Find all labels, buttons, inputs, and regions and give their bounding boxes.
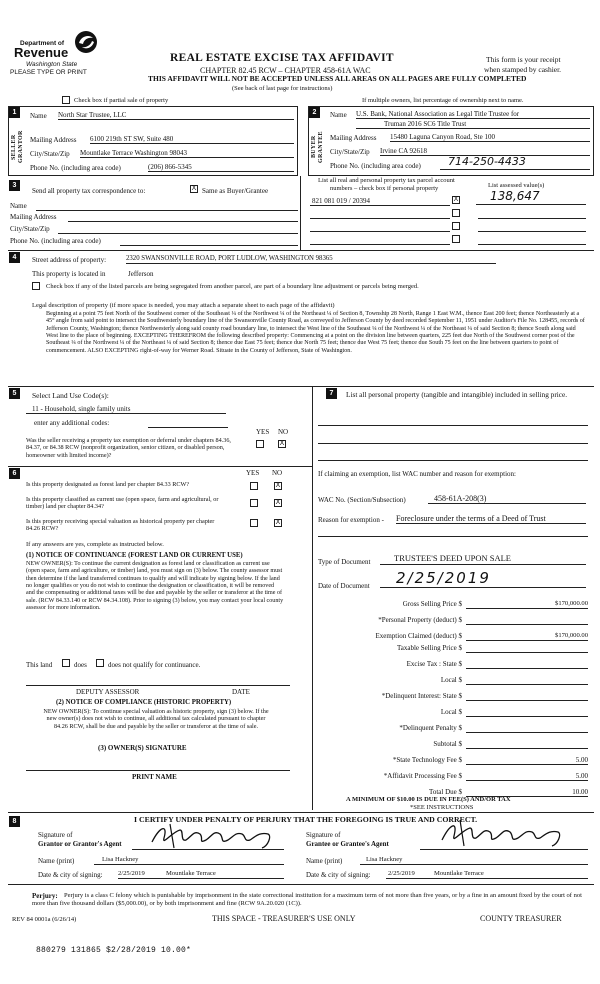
tax-row-10-label: *State Technology Fee $	[392, 756, 462, 764]
parcel-line-1	[310, 205, 450, 206]
corr-city-label: City/State/Zip	[10, 225, 50, 233]
grantee-signature	[440, 818, 570, 848]
seller-name: North Star Trustee, LLC	[58, 111, 294, 120]
personal-property-label: List all personal property (tangible and intangible) included in selling price.	[346, 390, 568, 399]
send-corr-label: Send all property tax correspondence to:	[32, 187, 146, 195]
additional-codes-line	[148, 427, 228, 428]
s6-q1-yes[interactable]	[250, 482, 258, 490]
section-8-number: 8	[9, 816, 20, 827]
buyer-name-2: Truman 2016 SC6 Title Trust	[356, 120, 590, 129]
section-8-top	[8, 812, 594, 813]
section-1-number: 1	[9, 107, 20, 118]
buyer-address-label: Mailing Address	[330, 134, 377, 142]
perjury-bold: Perjury:	[32, 892, 58, 900]
dept-small: Department of	[20, 40, 65, 47]
tax-row-5-label: Local $	[440, 676, 462, 684]
grantee-name: Lisa Hackney	[360, 856, 588, 865]
buyer-city-label: City/State/Zip	[330, 148, 370, 156]
tax-row-6-label: *Delinquent Interest: State $	[381, 692, 462, 700]
buyer-city: Irvine CA 92618	[380, 147, 590, 156]
county-treasurer: COUNTY TREASURER	[480, 914, 562, 923]
print-note: PLEASE TYPE OR PRINT	[10, 69, 87, 76]
deputy-line	[26, 685, 290, 686]
located-label: This property is located in	[32, 270, 106, 278]
grantee-sig-line	[420, 849, 588, 850]
doc-date: 2/25/2019	[380, 570, 586, 588]
corr-divider	[300, 176, 301, 250]
parcel-line-3	[310, 231, 450, 232]
assessed-value: 138,647	[476, 190, 586, 205]
street-address: 2320 SWANSONVILLE ROAD, PORT LUDLOW, WASHINGTON 98365	[126, 255, 496, 264]
print-name-label: PRINT NAME	[132, 773, 177, 781]
tax-row-9-label: Subtotal $	[433, 740, 462, 748]
tax-row-1-value	[466, 616, 588, 625]
tax-row-4-value	[466, 660, 588, 669]
not-qualify-label: does not qualify for continuance.	[108, 661, 201, 669]
grantee-date-label: Date & city of signing:	[306, 871, 371, 879]
receipt-stamp: 880279 131865 $2/28/2019 10.00*	[36, 946, 192, 955]
exemption-note: If claiming an exemption, list WAC number and reason for exemption:	[318, 470, 516, 478]
minimum-due: A MINIMUM OF $10.00 IS DUE IN FEE(S) AND/OR TAX	[346, 796, 511, 803]
assessed-line-4	[478, 244, 586, 245]
grantor-date-label: Date & city of signing:	[38, 871, 103, 879]
grantor-signature	[150, 822, 280, 850]
grantee-date: 2/25/2019	[386, 870, 434, 879]
dept-big: Revenue	[14, 45, 69, 60]
see-back: (See back of last page for instructions)	[232, 85, 333, 92]
doc-type: TRUSTEE'S DEED UPON SALE	[380, 554, 586, 565]
continuance-text: NEW OWNER(S): To continue the current designation as forest land or classification as current use (open space, farm and agriculture, or timber) land, you must sign on (3) below. The county assessor must then determine if the land transferred continues to qualify and will indicate by signing below. If the land no longer qualifies or you do not wish to continue the designation or classification, it will be removed and the compensating or additional taxes will be due and payable by the seller or transferor at the time of sale. (RCW 84.33.140 or RCW 84.34.108). Prior to signing (3) below, you may contact your local county assessor for more information.	[26, 561, 284, 611]
historic-text: NEW OWNER(S): To continue special valuation as historic property, sign (3) below. If the new owner(s) does not wish to continue, all additional tax calculated pursuant to chapter 84.26 RCW, shall be due and payable by the seller or transferor at the time of sale.	[43, 708, 269, 730]
street-label: Street address of property:	[32, 256, 107, 264]
seller-side-label: SELLER GRANTOR	[11, 130, 24, 164]
wac-number: 458-61A-208(3)	[428, 494, 586, 504]
form-chapter: CHAPTER 82.45 RCW – CHAPTER 458-61A WAC	[200, 66, 371, 75]
tax-row-1-label: *Personal Property (deduct) $	[378, 616, 462, 624]
grantor-sig-label-2: Grantor or Grantor's Agent	[38, 840, 122, 848]
corr-phone-line	[120, 245, 298, 246]
partial-sale-checkbox[interactable]	[62, 96, 70, 104]
section-5-number: 5	[9, 388, 20, 399]
seller-address: 6100 219th ST SW, Suite 480	[90, 135, 294, 144]
tax-row-9-value	[466, 740, 588, 749]
does-not-checkbox[interactable]	[96, 659, 104, 667]
additional-codes-label: enter any additional codes:	[34, 419, 110, 427]
section-2-number: 2	[309, 107, 320, 118]
tax-table	[318, 600, 590, 796]
buyer-phone: 714-250-4433	[440, 156, 590, 170]
see-instructions: *SEE INSTRUCTIONS	[410, 804, 474, 811]
doc-date-label: Date of Document	[318, 582, 370, 590]
footer-divider	[8, 884, 594, 885]
section-4-number: 4	[9, 252, 20, 263]
wac-label: WAC No. (Section/Subsection)	[318, 496, 406, 504]
tax-row-11-label: *Affidavit Processing Fee $	[383, 772, 462, 780]
s6-q1: Is this property designated as forest land per chapter 84.33 RCW?	[26, 481, 190, 488]
land-use-code: 11 - Household, single family units	[26, 405, 226, 414]
legal-label: Legal description of property (if more space is needed, you may attach a separate sheet to each page of the affidavit)	[32, 302, 335, 309]
seller-phone: (206) 866-5345	[148, 163, 294, 172]
partial-sale-label: Check box if partial sale of property	[74, 97, 169, 104]
assessed-header: List assessed value(s)	[488, 182, 545, 189]
buyer-name-1: U.S. Bank, National Association as Legal Title Trustee for	[356, 110, 590, 119]
boundary-label: Check box if any of the listed parcels are being segregated from another parcel, are part of a boundary line adjustment or parcels being merged.	[46, 283, 419, 290]
section-6-number: 6	[9, 468, 20, 479]
assessed-line-3	[478, 231, 586, 232]
buyer-name-label: Name	[330, 111, 347, 119]
rev-number: REV 84 0001a (6/26/14)	[12, 916, 77, 923]
grantor-name: Lisa Hackney	[94, 856, 284, 865]
s6-q2: Is this property classified as current use (open space, farm and agricultural, or timber) land per chapter 84.34?	[26, 496, 219, 511]
owner-signature-label: (3) OWNER(S) SIGNATURE	[98, 744, 187, 752]
s6-q2-no[interactable]: X	[275, 499, 281, 506]
tax-row-8-value	[466, 724, 588, 733]
parcel-line-4	[310, 244, 450, 245]
section-7-number: 7	[326, 388, 337, 399]
this-land-label: This land	[26, 661, 53, 669]
tax-row-12-label: Total Due $	[429, 788, 462, 796]
seller-phone-label: Phone No. (including area code)	[30, 164, 121, 172]
grantee-sig-label-2: Grantee or Grantee's Agent	[306, 840, 389, 848]
logo-emblem-icon	[74, 30, 98, 54]
tax-row-11-value: 5.00	[466, 772, 588, 781]
corr-name-line	[36, 210, 298, 211]
assessed-line-2	[478, 218, 586, 219]
buyer-address: 15480 Laguna Canyon Road, Ste 100	[390, 133, 590, 142]
parcel-1-checkbox[interactable]: X	[453, 196, 459, 203]
s6-q3: Is this property receiving special valuation as historical property per chapter 84.26 RCW?	[26, 518, 215, 533]
corr-name-label: Name	[10, 202, 27, 210]
s6-no: NO	[272, 469, 283, 477]
tax-row-7-label: Local $	[440, 708, 462, 716]
grantee-name-label: Name (print)	[306, 857, 343, 865]
s6-q1-no[interactable]: X	[275, 482, 281, 489]
seller-city: Mountlake Terrace Washington 98043	[80, 149, 294, 158]
s6-q2-yes[interactable]	[250, 499, 258, 507]
dor-logo	[12, 32, 102, 72]
tax-row-6-value	[466, 692, 588, 701]
grantor-sig-line	[132, 849, 284, 850]
s6-yes: YES	[246, 469, 260, 477]
certify-statement: I CERTIFY UNDER PENALTY OF PERJURY THAT THE FOREGOING IS TRUE AND CORRECT.	[134, 815, 478, 824]
form-warning: THIS AFFIDAVIT WILL NOT BE ACCEPTED UNLESS ALL AREAS ON ALL PAGES ARE FULLY COMPLETED	[148, 74, 527, 83]
seller-address-label: Mailing Address	[30, 136, 77, 144]
seller-city-label: City/State/Zip	[30, 150, 70, 158]
parcel-line-2	[310, 218, 450, 219]
parcel-number: 821 081 019 / 20394	[312, 197, 370, 205]
corr-address-label: Mailing Address	[10, 213, 57, 221]
section-5-top	[8, 386, 594, 387]
s6-q3-no[interactable]: X	[275, 519, 281, 526]
s6-q3-yes[interactable]	[250, 519, 258, 527]
deputy-label: DEPUTY ASSESSOR	[76, 688, 140, 696]
tax-row-3-value	[466, 644, 588, 653]
grantor-sig-label: Signature of	[38, 831, 73, 839]
tax-row-10-value: 5.00	[466, 756, 588, 765]
parcel-header-1: List all real and personal property tax parcel account	[318, 177, 455, 184]
parcel-4-checkbox[interactable]	[452, 235, 460, 243]
tax-row-7-value	[466, 708, 588, 717]
buyer-side-label: BUYER GRANTEE	[311, 131, 324, 163]
buyer-phone-label: Phone No. (including area code)	[330, 162, 421, 170]
dept-state: Washington State	[26, 61, 78, 68]
deputy-date-label: DATE	[232, 688, 250, 696]
tax-row-0-label: Gross Selling Price $	[402, 600, 462, 608]
perjury-text: Perjury is a class C felony which is punishable by imprisonment in the state correctional institution for a maximum term of not more than five years, or by a fine in an amount fixed by the court of not more than five thousand dollars ($5,000.00), or by both imprisonment and fine (RCW 9A.20.020 (1C)).	[32, 892, 582, 907]
tax-row-3-label: Taxable Selling Price $	[396, 644, 462, 652]
doc-type-label: Type of Document	[318, 558, 371, 566]
receipt-note-1: This form is your receipt	[486, 55, 561, 64]
tax-row-5-value	[466, 676, 588, 685]
section-3-number: 3	[9, 180, 20, 191]
grantor-name-label: Name (print)	[38, 857, 75, 865]
s7-line-3	[318, 460, 588, 461]
tax-row-2-value: $170,000.00	[466, 632, 588, 641]
grantee-city: Mountlake Terrace	[434, 870, 588, 879]
print-name-line	[26, 770, 290, 771]
parcel-2-checkbox[interactable]	[452, 209, 460, 217]
section-6-top	[8, 466, 312, 467]
s7-line-2	[318, 443, 588, 444]
grantee-sig-label: Signature of	[306, 831, 341, 839]
s5-question: Was the seller receiving a property tax exemption or deferral under chapters 84.36, 84.37, or 84.38 RCW (nonprofit organization, senior citizen, or disabled person, homeowner with limited income)?	[26, 437, 231, 459]
multiple-owners-note: If multiple owners, list percentage of ownership next to name.	[362, 97, 524, 104]
section-4-top	[8, 250, 594, 251]
reason-label: Reason for exemption -	[318, 516, 384, 524]
parcel-3-checkbox[interactable]	[452, 222, 460, 230]
does-checkbox[interactable]	[62, 659, 70, 667]
corr-city-line	[58, 233, 298, 234]
tax-row-0-value: $170,000.00	[466, 600, 588, 609]
s7-line-4	[318, 536, 588, 537]
tax-row-2-label: Exemption Claimed (deduct) $	[375, 632, 462, 640]
s5-yes: YES	[256, 428, 270, 436]
boundary-checkbox[interactable]	[32, 282, 40, 290]
does-label: does	[74, 661, 87, 669]
tax-row-4-label: Excise Tax : State $	[406, 660, 462, 668]
parcel-header-2: numbers – check box if personal property	[330, 185, 439, 192]
exemption-reason: Foreclosure under the terms of a Deed of Trust	[396, 514, 586, 524]
historic-title: (2) NOTICE OF COMPLIANCE (HISTORIC PROPERTY)	[56, 699, 232, 706]
corr-phone-label: Phone No. (including area code)	[10, 237, 101, 245]
same-as-buyer-label: Same as Buyer/Grantee	[202, 187, 269, 195]
s5-yes-checkbox[interactable]	[256, 440, 264, 448]
tax-row-8-label: *Delinquent Penalty $	[399, 724, 462, 732]
tax-row-12-value: 10.00	[466, 788, 588, 797]
s5-no-checkbox[interactable]: X	[279, 440, 285, 447]
s6-all-no: If any answers are yes, complete as instructed below.	[26, 541, 164, 548]
same-as-buyer-checkbox[interactable]: X	[191, 185, 197, 192]
grantor-city: Mountlake Terrace	[166, 870, 284, 879]
grantor-date: 2/25/2019	[118, 870, 166, 879]
legal-description: Beginning at a point 75 feet North of the Southwest corner of the Southeast ¼ of the Northwest ¼ of the Northeast ¼ of Section 8, Township 28 North, Range 1 East W.M., thence East 200 feet; thence Northeasterly at a 45° angle from said point to intersect the Southwesterly boundary line of the Swansonville County Road, as conveyed to Jefferson County by deed recorded September 11, 1951 under Auditor's File No. 128455, records of Jefferson County, Washington; thence Northwesterly along said county road boundary line, to intersect the West line of the Southeast ¼ of the Northwest ¼ of the Northeast ¼ of said Section 8; thence South along said West line to the place of beginning. EXCEPTING THEREFROM the following described property: Commencing at a point on the division line between quarters, 225 feet due North of the Southwest corner post of the Southeast ¼ of the Northwest ¼ of the Northeast ¼ of said Section 8; thence due East 75 feet; thence due North 75 feet; thence due West 75 feet; thence due South 75 feet on the line between quarters to point of commencement. ALSO EXCEPTING right-of-way for Werner Road. Situate in the County of Jefferson, State of Washington.	[46, 311, 585, 354]
treasurer-space: THIS SPACE - TREASURER'S USE ONLY	[212, 914, 356, 923]
corr-address-line	[68, 221, 298, 222]
receipt-note-2: when stamped by cashier.	[484, 65, 562, 74]
s7-line-1	[318, 425, 588, 426]
seller-name-label: Name	[30, 112, 47, 120]
s5-no: NO	[278, 428, 289, 436]
continuance-title: (1) NOTICE OF CONTINUANCE (FOREST LAND OR CURRENT USE)	[26, 552, 243, 559]
form-title: REAL ESTATE EXCISE TAX AFFIDAVIT	[170, 52, 394, 64]
mid-divider	[312, 386, 313, 810]
land-use-label: Select Land Use Code(s):	[32, 391, 109, 400]
located-county: Jefferson	[128, 270, 154, 278]
